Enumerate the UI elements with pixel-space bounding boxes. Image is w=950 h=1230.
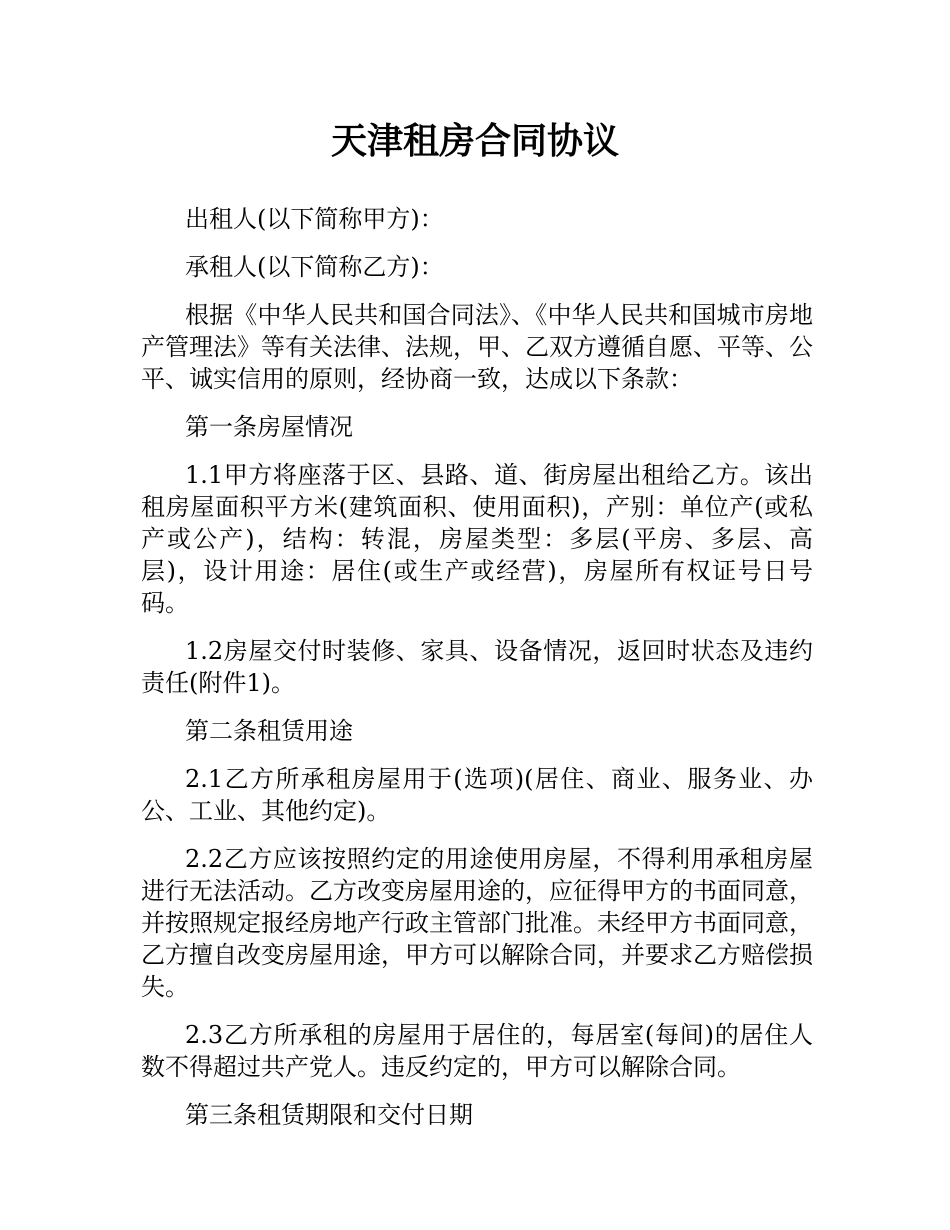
clause-2-2: 2.2乙方应该按照约定的用途使用房屋，不得利用承租房屋进行无法活动。乙方改变房屋用途的，应征得甲方的书面同意，并按照规定报经房地产行政主管部门批准。未经甲方书面同意，乙方擅自改变房屋用途，甲方可以解除合同，并要求乙方赔偿损失。 (141, 845, 813, 1001)
clause-2-3: 2.3乙方所承租的房屋用于居住的，每居室(每间)的居住人数不得超过共产党人。违反约定的，甲方可以解除合同。 (141, 1021, 813, 1081)
section-heading-3: 第三条租赁期限和交付日期 (185, 1101, 473, 1129)
clause-2-1: 2.1乙方所承租房屋用于(选项)(居住、商业、服务业、办公、工业、其他约定)。 (141, 765, 813, 825)
section-heading-2: 第二条租赁用途 (185, 717, 353, 745)
section-heading-1: 第一条房屋情况 (185, 413, 353, 441)
document-body (141, 203, 813, 1147)
preamble-paragraph: 根据《中华人民共和国合同法》、《中华人民共和国城市房地产管理法》等有关法律、法规，甲、乙双方遵循自愿、平等、公平、诚实信用的原则，经协商一致，达成以下条款： (141, 301, 813, 393)
clause-1-1: 1.1甲方将座落于区、县路、道、街房屋出租给乙方。该出租房屋面积平方米(建筑面积、使用面积)，产别：单位产(或私产或公产)，结构：转混，房屋类型：多层(平房、多层、高层)，设计用途：居住(或生产或经营)，房屋所有权证号日号码。 (141, 461, 813, 617)
document-title: 天津租房合同协议 (330, 121, 619, 162)
lessor-line: 出租人(以下简称甲方)： (185, 205, 444, 233)
lessee-line: 承租人(以下简称乙方)： (185, 253, 444, 281)
clause-1-2: 1.2房屋交付时装修、家具、设备情况，返回时状态及违约责任(附件1)。 (141, 637, 813, 697)
